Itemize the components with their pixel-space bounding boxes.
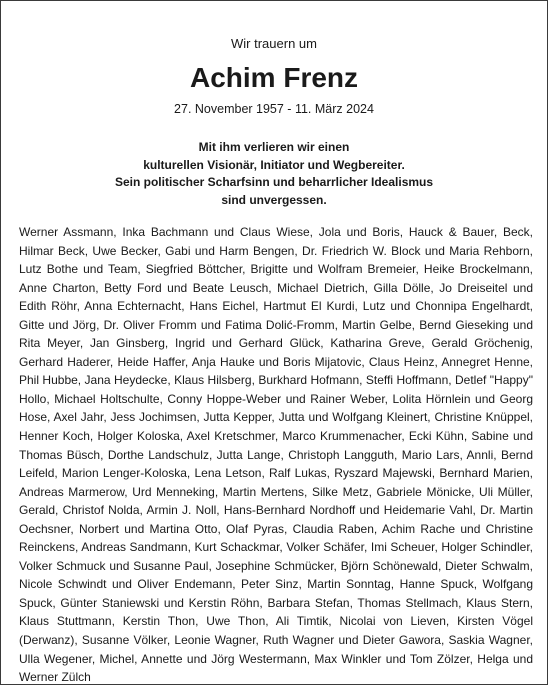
deceased-name: Achim Frenz (189, 62, 359, 93)
tribute-line: Mit ihm verlieren wir einen (198, 140, 350, 154)
tribute-line: kulturellen Visionär, Initiator und Wegbereiter. (143, 157, 405, 172)
tribute-line: Sein politischer Scharfsinn und beharrlicher Idealismus (114, 175, 434, 189)
life-dates: 27. November 1957 - 11. März 2024 (174, 102, 374, 116)
intro-line: Wir trauern um (231, 36, 317, 51)
mourners-list: Werner Assmann, Inka Bachmann und Claus Wiese, Jola und Boris, Hauck & Bauer, Beck, Hilmar Beck, Uwe Becker, Gabi und Harm Bengen, Dr. Friedrich W. Block und Maria Rehborn, Lutz Bothe und Team, Siegfried Böttcher, Brigitte und Wolfram Bremeier, Heike Brockelmann, Anne Charton, Betty Ford und Beate Leusch, Michael Dietrich, Gilla Dölle, Jo Dreiseitel und Edith Röhr, Anna Echternacht, Hans Eichel, Hartmut El Kurdi, Lutz und Chonnipa Engelhardt, Gitte und Jörg, Dr. Oliver Fromm und Fatima Dolić-Fromm, Martin Gelbe, Bernd Gieseking und Rita Meyer, Jan Ginsberg, Ingrid und Gerhard Glück, Katharina Greve, Gerald Gröchenig, Gerhard Haderer, Heide Haffer, Anja Hauke und Boris Mijatovic, Claus Heinz, Annegret Henne, Phil Hubbe, Jana Heydecke, Klaus Hilsberg, Burkhard Hofmann, Steffi Hoffmann, Detlef "Happy" Hollo, Michael Holtschulte, Conny Hoppe-Weber und Rainer Weber, Lolita Hörnlein und Georg Hose, Axel Jahr, Jess Jochimsen, Jutta Kepper, Jutta und Wolfgang Kleinert, Christine Knüppel, Henner Koch, Holger Koloska, Axel Kretschmer, Marco Krummenacher, Ecki Kühn, Sabine und Thomas Büsch, Dorthe Landschulz, Jutta Lange, Christoph Langguth, Mario Lars, Annli, Bernd Leifeld, Marion Lenger-Koloska, Lena Letson, Ralf Lukas, Ryszard Majewski, Bernhard Marien, Andreas Marmerow, Urd Menneking, Martin Mertens, Silke Metz, Gabriele Mönicke, Uli Müller, Gerald, Christof Nolda, Armin J. Noll, Hans-Bernhard Nordhoff und Heidemarie Vahl, Dr. Martin Oechsner, Norbert und Martina Otto, Olaf Pyras, Claudia Raben, Achim Rache und Christine Reinckens, Andreas Sandmann, Kurt Schackmar, Volker Schäfer, Imi Scheuer, Holger Schindler, Volker Schmuck und Susanne Paul, Josephine Schmücker, Björn Schönewald, Dieter Schwalm, Nicole Schwindt und Oliver Endemann, Peter Sinz, Martin Sonntag, Hanne Spuck, Wolfgang Spuck, Günter Staniewski und Kerstin Röhn, Barbara Stefan, Thomas Stellmach, Klaus Stern, Klaus Stuttmann, Kerstin Thon, Uwe Thon, Ali Timtik, Nicolai von Lieven, Kirsten Vögel (Derwanz), Susanne Völker, Leonie Wagner, Ruth Wagner und Dieter Gawora, Saskia Wagner, Ulla Wegener, Michel, Annette und Jörg Westermann, Max Winkler und Tom Zölzer, Helga und Werner Zülch (19, 225, 533, 685)
tribute-line: sind unvergessen. (221, 192, 327, 207)
tribute-text (1, 139, 547, 209)
